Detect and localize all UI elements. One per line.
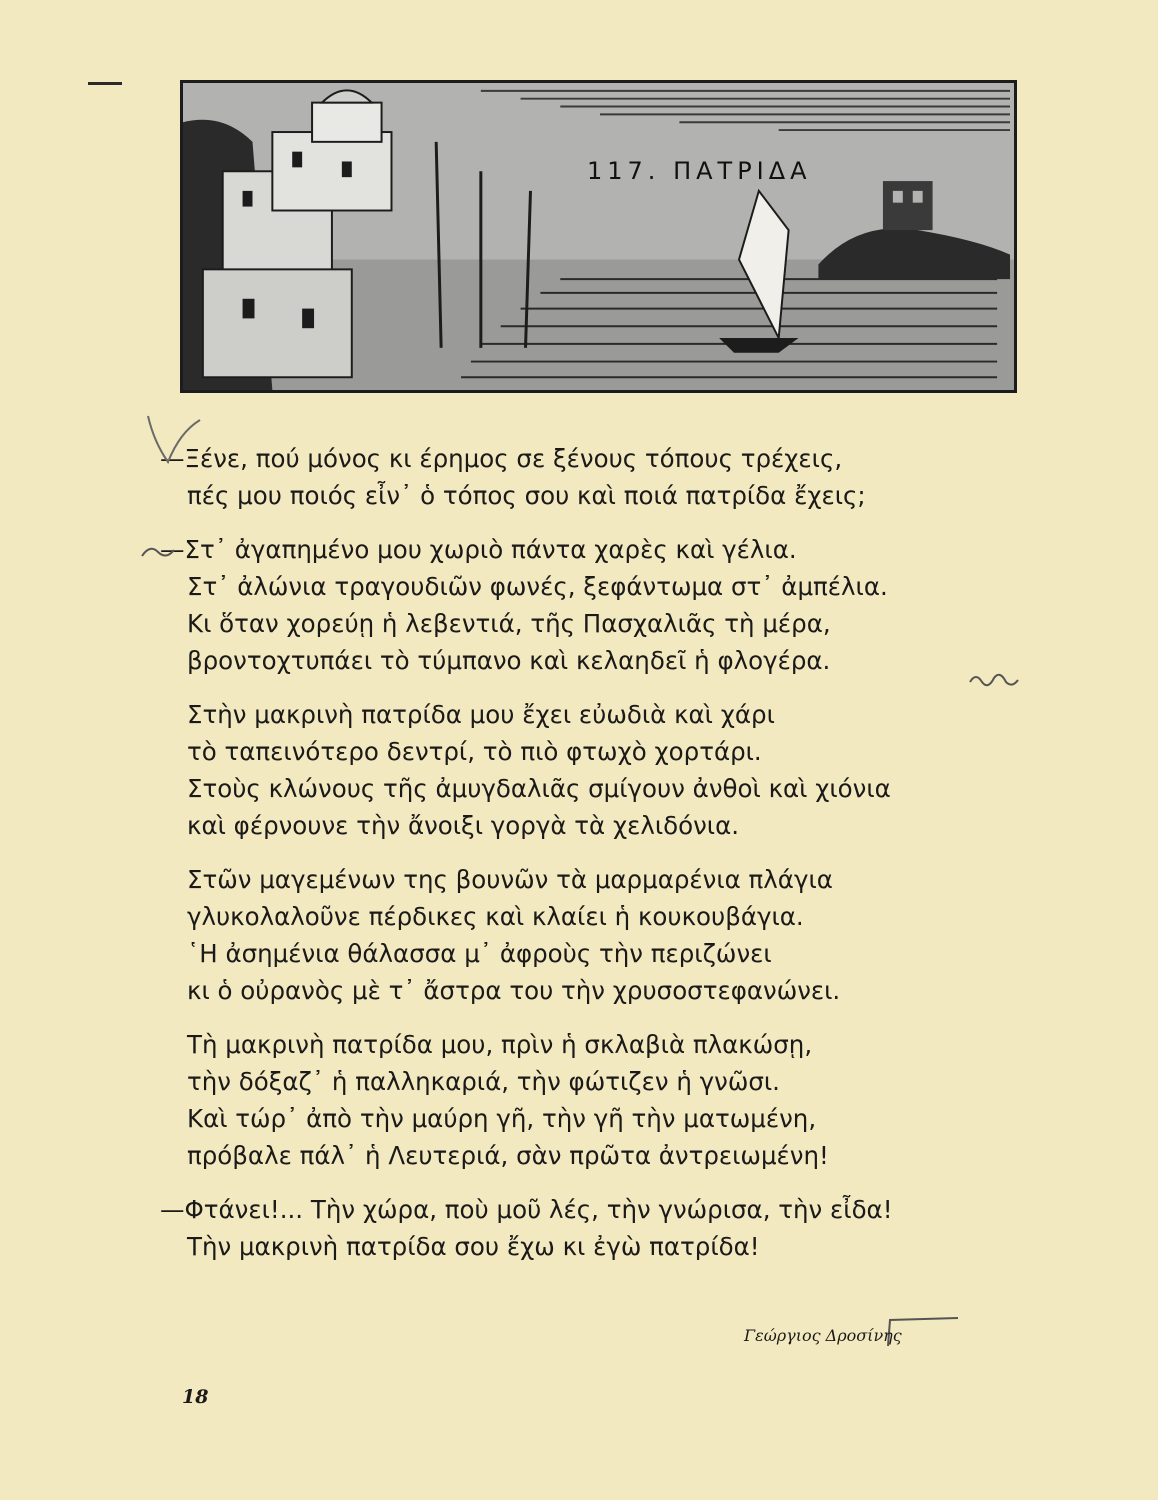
stanza <box>160 1191 1040 1265</box>
poem-line: Τὴ μακρινὴ πατρίδα μου, πρὶν ἡ σκλαβιὰ πλακώσῃ, <box>187 1030 813 1059</box>
author-signature: Γεώργιος Δροσίνης <box>744 1326 902 1345</box>
pencil-arrow-mark <box>140 540 176 562</box>
poem-line: πρόβαλε πάλ᾿ ἡ Λευτεριά, σὰν πρῶτα ἀντρειωμένη! <box>187 1141 829 1170</box>
page-title: 117. ΠΑΤΡΙΔΑ <box>587 157 812 185</box>
poem-line: —Ξένε, πού μόνος κι έρημος σε ξένους τόπους τρέχεις, <box>160 444 843 473</box>
edge-mark <box>88 82 122 85</box>
poem-line: Στῶν μαγεμένων της βουνῶν τὰ μαρμαρένια πλάγια <box>187 865 833 894</box>
pencil-scribble-mark <box>968 668 1020 692</box>
poem-line: Στοὺς κλώνους τῆς ἀμυγδαλιᾶς σμίγουν ἀνθοὶ καὶ χιόνια <box>187 774 891 803</box>
poem-line: καὶ φέρνουνε τὴν ἄνοιξι γοργὰ τὰ χελιδόνια. <box>187 811 740 840</box>
page-number: 18 <box>182 1386 209 1408</box>
header-illustration <box>180 80 1017 393</box>
pencil-checkmark <box>140 412 210 472</box>
stanza <box>160 531 1040 679</box>
poem-line: πές μου ποιός εἶν᾿ ὁ τόπος σου καὶ ποιά πατρίδα ἔχεις; <box>187 481 866 510</box>
poem-line: —Στ᾿ ἀγαπημένο μου χωριὸ πάντα χαρὲς καὶ γέλια. <box>160 535 797 564</box>
stanza <box>160 861 1040 1009</box>
poem-line: Τὴν μακρινὴ πατρίδα σου ἔχω κι ἐγὼ πατρίδα! <box>187 1232 760 1261</box>
poem-line: Στὴν μακρινὴ πατρίδα μου ἔχει εὐωδιὰ καὶ χάρι <box>187 700 775 729</box>
poem-line: —Φτάνει!... Τὴν χώρα, ποὺ μοῦ λές, τὴν γνώρισα, τὴν εἶδα! <box>160 1195 893 1224</box>
poem-line: τὸ ταπεινότερο δεντρί, τὸ πιὸ φτωχὸ χορτάρι. <box>187 737 762 766</box>
stanza <box>160 440 1040 514</box>
poem-line: τὴν δόξαζ᾿ ἡ παλληκαριά, τὴν φώτιζεν ἡ γνῶσι. <box>187 1067 780 1096</box>
stanza <box>160 696 1040 844</box>
poem-line: βροντοχτυπάει τὸ τύμπανο καὶ κελαηδεῖ ἡ φλογέρα. <box>187 646 831 675</box>
stanza <box>160 1026 1040 1174</box>
poem-line: Κι ὅταν χορεύῃ ἡ λεβεντιά, τῆς Πασχαλιᾶς τὴ μέρα, <box>187 609 831 638</box>
poem <box>160 440 1040 1265</box>
poem-line: γλυκολαλοῦνε πέρδικες καὶ κλαίει ἡ κουκουβάγια. <box>187 902 804 931</box>
harbor-illustration <box>183 83 1014 390</box>
poem-line: Καὶ τώρ᾿ ἀπὸ τὴν μαύρη γῆ, τὴν γῆ τὴν ματωμένη, <box>187 1104 817 1133</box>
poem-line: κι ὁ οὐρανὸς μὲ τ᾿ ἄστρα του τὴν χρυσοστεφανώνει. <box>187 976 841 1005</box>
poem-line: Στ᾿ ἀλώνια τραγουδιῶν φωνές, ξεφάντωμα στ᾿ ἀμπέλια. <box>187 572 888 601</box>
poem-line: ῾Η ἀσημένια θάλασσα μ᾿ ἀφροὺς τὴν περιζώνει <box>187 939 772 968</box>
